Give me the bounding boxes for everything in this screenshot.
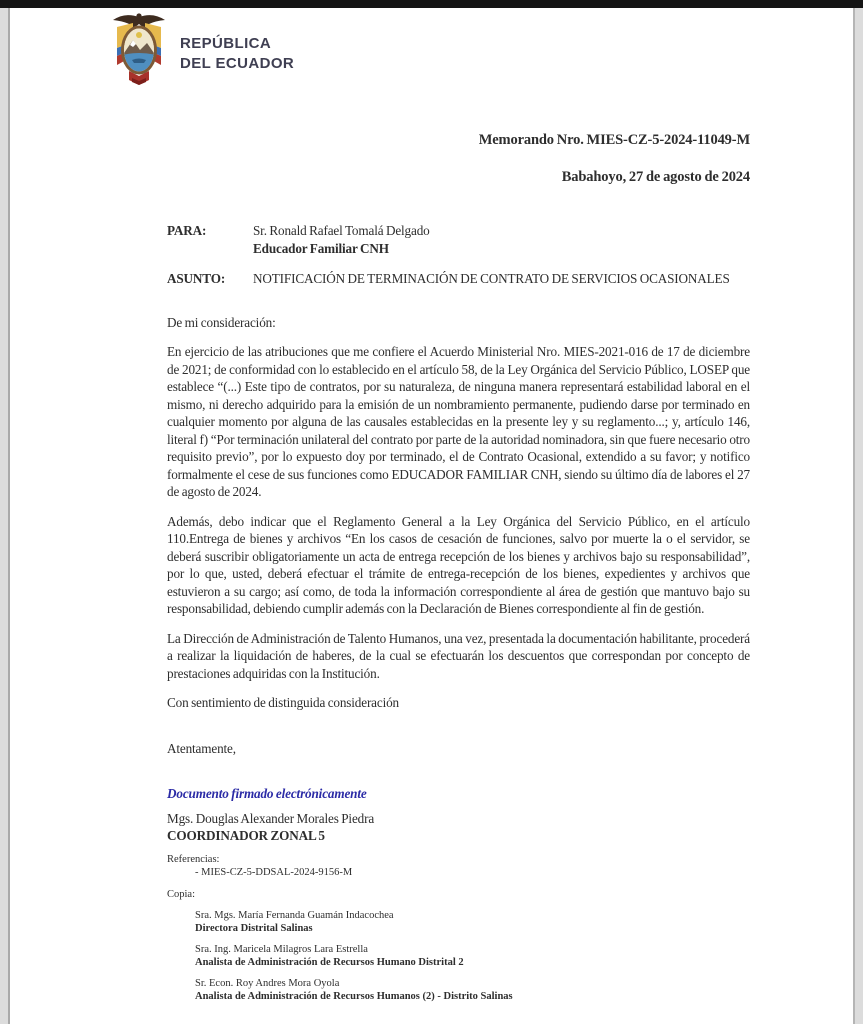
asunto-label: ASUNTO: <box>167 271 226 286</box>
page-left-edge <box>0 8 10 1024</box>
org-name-line1: REPÚBLICA <box>180 35 272 52</box>
references-label: Referencias: <box>167 853 220 865</box>
body-paragraph-1: En ejercicio de las atribuciones que me confiere el Acuerdo Ministerial Nro. MIES-2021-016 de 17 de diciembre de 2021; de conformidad con lo establecido en el artículo 58, de la Ley Orgánica del Servicio Público, LOSEP que establece “(...) Este tipo de contratos, por su naturaleza, de ninguna manera representará estabilidad laboral en el mismo, ni derecho adquirido para la emisión de un nombramiento permanente, pudiendo darse por terminado en cualquier momento por alguna de las causales establecidas en la presente ley y su reglamento...; y, artículo 146, literal f) “Por terminación unilateral del contrato por parte de la autoridad nominadora, sin que fuere necesario otro requisito previo”, por lo expuesto doy por terminado, el de Contrato Ocasional, extendido a su favor; y notifico formalmente el cese de sus funciones como EDUCADOR FAMILIAR CNH, siendo su último día de labores el 27 de agosto de 2024. <box>167 344 750 499</box>
copy-recipient <box>167 943 750 969</box>
ecuador-coat-of-arms-icon <box>108 10 170 88</box>
recipient-name: Sr. Ronald Rafael Tomalá Delgado <box>253 223 430 238</box>
reference-item: - MIES-CZ-5-DDSAL-2024-9156-M <box>195 866 353 878</box>
copy-recipient-title: Analista de Administración de Recursos Humanos (2) - Distrito Salinas <box>195 990 513 1002</box>
recipient-info <box>253 222 750 257</box>
signer-name: Mgs. Douglas Alexander Morales Piedra <box>167 810 375 826</box>
body-paragraph-2: Además, debo indicar que el Reglamento General a la Ley Orgánica del Servicio Público, en el artículo 110.Entrega de bienes y archivos “En los casos de cesación de funciones, salvo por muerte la o el servidor, se deberá suscribir obligatoriamente un acta de entrega recepción de los bienes y archivos bajo su responsabilidad”, por lo que, usted, deberá efectuar el trámite de entrega-recepción de los bienes, expedientes y archivos que estuvieron a su cargo; así como, de toda la información correspondiente al área de gestión que mantuvo bajo su responsabilidad, debiendo cumplir además con la Declaración de Bienes correspondiente al fin de gestión. <box>167 513 750 616</box>
page-right-edge <box>853 8 863 1024</box>
memo-footer <box>167 853 750 1003</box>
photo-top-bar <box>0 0 863 8</box>
copy-recipient <box>167 977 750 1003</box>
copy-recipient-name: Sr. Econ. Roy Andres Mora Oyola <box>195 977 340 989</box>
closing-line: Con sentimiento de distinguida consideración <box>167 695 399 710</box>
copy-recipient-title: Directora Distrital Salinas <box>195 922 313 934</box>
memo-place-date: Babahoyo, 27 de agosto de 2024 <box>561 168 750 185</box>
recipient-block <box>167 222 750 288</box>
electronic-signature-note: Documento firmado electrónicamente <box>167 786 367 801</box>
para-label: PARA: <box>167 223 207 238</box>
copy-recipient <box>167 909 750 935</box>
memo-subject: NOTIFICACIÓN DE TERMINACIÓN DE CONTRATO DE SERVICIOS OCASIONALES <box>253 271 730 286</box>
copy-recipient-name: Sra. Ing. Maricela Milagros Lara Estrella <box>195 943 368 955</box>
document-content <box>167 8 750 1003</box>
body-paragraph-3: La Dirección de Administración de Talento Humanos, una vez, presentada la documentación habilitante, procederá a realizar la liquidación de haberes, de la cual se efectuarán los descuentos que correspondan por concepto de prestaciones adquiridas con la Institución. <box>167 630 750 681</box>
salutation: De mi consideración: <box>167 314 276 330</box>
copy-recipient-title: Analista de Administración de Recursos Humano Distrital 2 <box>195 956 464 968</box>
memo-number: Memorando Nro. MIES-CZ-5-2024-11049-M <box>478 132 750 148</box>
org-name-line2: DEL ECUADOR <box>180 54 295 72</box>
copy-recipient-name: Sra. Mgs. María Fernanda Guamán Indacochea <box>195 909 394 921</box>
recipient-position: Educador Familiar CNH <box>253 240 389 256</box>
signer-title: COORDINADOR ZONAL 5 <box>167 828 325 843</box>
farewell-line: Atentamente, <box>167 740 236 756</box>
copy-label: Copia: <box>167 888 195 900</box>
